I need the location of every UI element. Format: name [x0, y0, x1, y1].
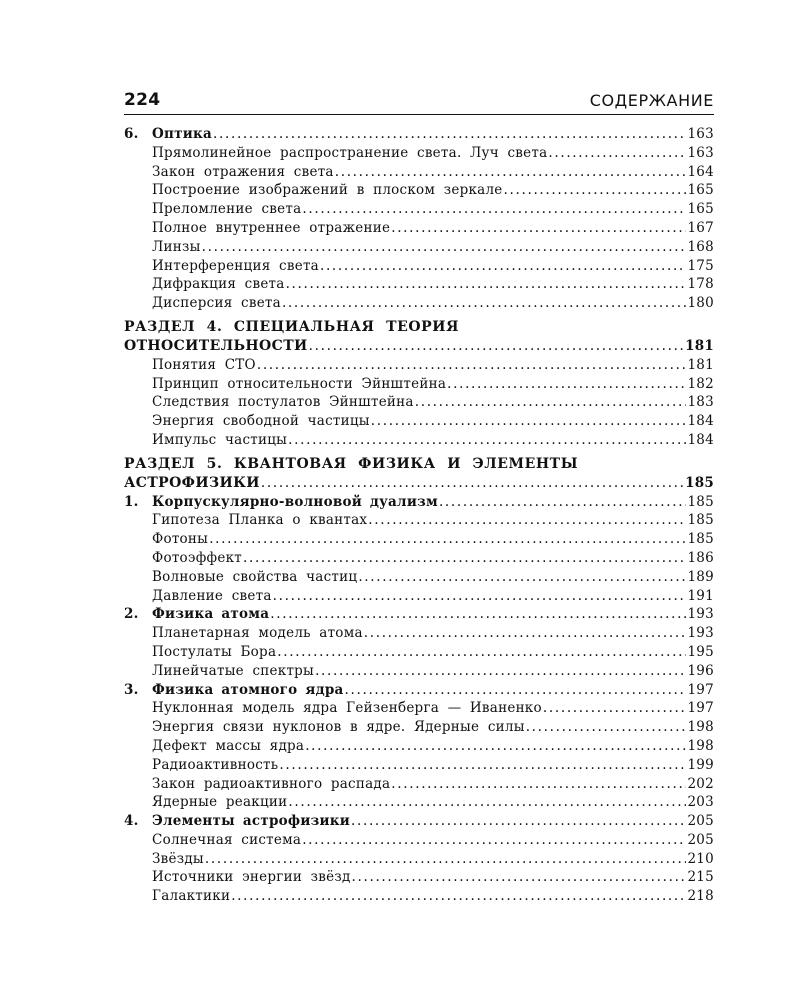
entry-title: Интерференция света	[152, 257, 319, 274]
chapter-number: 1.	[124, 493, 139, 510]
entry-title: Линейчатые спектры	[152, 662, 315, 679]
page-ref: 195	[687, 643, 714, 660]
entry-title: Радиоактивность	[152, 756, 279, 773]
entry-title: Солнечная система	[152, 831, 302, 848]
toc-entry[interactable]	[124, 718, 714, 737]
dot-leader	[391, 219, 686, 238]
page-ref: 168	[687, 238, 714, 255]
entry-title: Дифракция света	[152, 276, 285, 293]
chapter-title: Корпускулярно-волновой дуализм	[152, 493, 438, 510]
chapter-title: Оптика	[152, 126, 213, 142]
page-ref: 198	[687, 737, 714, 754]
entry-title: Построение изображений в плоском зеркале	[152, 182, 503, 199]
toc-entry[interactable]	[124, 275, 714, 294]
toc-entry[interactable]	[124, 144, 714, 163]
table-of-contents	[124, 125, 714, 906]
entry-title: Галактики	[152, 888, 231, 905]
dot-leader	[270, 605, 686, 624]
page-ref: 185	[687, 512, 714, 529]
toc-section-4[interactable]	[124, 318, 714, 356]
dot-leader	[368, 511, 686, 530]
section5-chapters	[124, 493, 714, 907]
toc-entry[interactable]	[124, 868, 714, 887]
dot-leader	[335, 163, 687, 182]
toc-entry[interactable]	[124, 887, 714, 906]
dot-leader	[273, 587, 687, 606]
page-ref: 184	[687, 413, 714, 430]
optics-items	[124, 144, 714, 313]
toc-entry[interactable]	[124, 624, 714, 643]
dot-leader	[288, 793, 686, 812]
entry-title: Звёзды	[152, 850, 204, 867]
toc-entry[interactable]	[124, 238, 714, 257]
header-rule	[124, 114, 714, 115]
page-ref: 181	[685, 337, 714, 354]
page-ref: 185	[687, 493, 714, 510]
chapter-title: Физика атомного ядра	[152, 681, 344, 698]
dot-leader	[345, 681, 687, 700]
toc-entry[interactable]	[124, 699, 714, 718]
toc-entry[interactable]	[124, 412, 714, 431]
page-ref: 185	[687, 531, 714, 548]
page-ref: 182	[687, 375, 714, 392]
page-ref: 184	[687, 431, 714, 448]
entry-title: Преломление света	[152, 201, 302, 218]
entry-title: Закон радиоактивного распада	[152, 775, 391, 792]
entry-title: Закон отражения света	[152, 163, 334, 180]
chapter-number: 3.	[124, 681, 139, 698]
page-ref: 163	[687, 144, 714, 161]
dot-leader	[504, 181, 687, 200]
toc-entry[interactable]	[124, 181, 714, 200]
dot-leader	[286, 275, 687, 294]
dot-leader	[243, 549, 686, 568]
page-ref: 197	[687, 700, 714, 717]
page-ref: 180	[687, 295, 714, 312]
page-ref: 210	[687, 850, 714, 867]
toc-entry[interactable]	[124, 356, 714, 375]
dot-leader	[391, 775, 686, 794]
page-ref: 191	[687, 587, 714, 604]
dot-leader	[364, 624, 687, 643]
toc-entry[interactable]	[124, 793, 714, 812]
dot-leader	[548, 144, 686, 163]
entry-title: Следствия постулатов Эйнштейна	[152, 394, 414, 411]
toc-entry[interactable]	[124, 530, 714, 549]
page-ref: 165	[687, 201, 714, 218]
toc-chapter[interactable]	[124, 681, 714, 700]
page-ref: 165	[687, 182, 714, 199]
toc-entry[interactable]	[124, 775, 714, 794]
entry-title: Ядерные реакции	[152, 794, 288, 811]
dot-leader	[351, 812, 686, 831]
entry-title: Давление света	[152, 587, 272, 604]
dot-leader	[277, 643, 686, 662]
toc-entry[interactable]	[124, 511, 714, 530]
dot-leader	[358, 568, 686, 587]
dot-leader	[309, 337, 684, 356]
page-ref: 203	[687, 794, 714, 811]
page-ref: 186	[687, 549, 714, 566]
page-ref: 164	[687, 163, 714, 180]
toc-chapter-optics[interactable]	[124, 125, 714, 144]
entry-title: Понятия СТО	[152, 356, 256, 373]
toc-entry[interactable]	[124, 375, 714, 394]
dot-leader	[305, 737, 686, 756]
entry-title: Нуклонная модель ядра Гейзенберга — Иваненко	[152, 700, 542, 717]
dot-leader	[447, 375, 686, 394]
dot-leader	[371, 412, 687, 431]
chapter-number: 4.	[124, 813, 139, 830]
entry-title: Гипотеза Планка о квантах	[152, 512, 368, 529]
toc-entry[interactable]	[124, 393, 714, 412]
page-ref: 205	[687, 831, 714, 848]
section-title-line2: АСТРОФИЗИКИ	[124, 474, 260, 491]
dot-leader	[257, 356, 687, 375]
entry-title: Полное внутреннее отражение	[152, 219, 391, 236]
dot-leader	[439, 493, 687, 512]
toc-entry[interactable]	[124, 200, 714, 219]
page-ref: 202	[687, 775, 714, 792]
entry-title: Волновые свойства частиц	[152, 568, 358, 585]
dot-leader	[320, 257, 687, 276]
dot-leader	[202, 238, 687, 257]
dot-leader	[526, 718, 687, 737]
section-title-line2: ОТНОСИТЕЛЬНОСТИ	[124, 337, 308, 354]
entry-title: Планетарная модель атома	[152, 625, 363, 642]
page-ref: 189	[687, 568, 714, 585]
page-header	[124, 86, 714, 110]
page-ref: 199	[687, 756, 714, 773]
dot-leader	[288, 431, 686, 450]
toc-entry[interactable]	[124, 737, 714, 756]
toc-chapter[interactable]	[124, 605, 714, 624]
dot-leader	[543, 699, 687, 718]
toc-entry[interactable]	[124, 831, 714, 850]
page-ref: 193	[687, 625, 714, 642]
page-ref: 181	[687, 356, 714, 373]
entry-title: Энергия свободной частицы	[152, 413, 370, 430]
page-ref: 175	[687, 257, 714, 274]
page-ref: 167	[687, 219, 714, 236]
toc-entry[interactable]	[124, 643, 714, 662]
dot-leader	[282, 294, 687, 313]
page-ref: 218	[687, 888, 714, 905]
page-ref: 198	[687, 719, 714, 736]
entry-title: Энергия связи нуклонов в ядре. Ядерные силы	[152, 719, 525, 736]
entry-title: Фотоны	[152, 531, 209, 548]
section-title-line1: РАЗДЕЛ 4. СПЕЦИАЛЬНАЯ ТЕОРИЯ	[124, 318, 460, 335]
toc-entry[interactable]	[124, 662, 714, 681]
toc-entry[interactable]	[124, 549, 714, 568]
section-title-line1: РАЗДЕЛ 5. КВАНТОВАЯ ФИЗИКА И ЭЛЕМЕНТЫ	[124, 455, 579, 472]
entry-title: Дисперсия света	[152, 295, 281, 312]
dot-leader	[209, 530, 686, 549]
page-ref: 178	[687, 276, 714, 293]
entry-title: Постулаты Бора	[152, 643, 277, 660]
entry-title: Линзы	[152, 238, 201, 255]
page-ref: 197	[687, 681, 714, 698]
chapter-title: Элементы астрофизики	[152, 813, 350, 830]
page-ref: 183	[687, 394, 714, 411]
dot-leader	[213, 125, 686, 144]
running-title: СОДЕРЖАНИЕ	[589, 91, 714, 110]
dot-leader	[231, 887, 686, 906]
dot-leader	[315, 662, 686, 681]
page-ref: 185	[685, 474, 714, 491]
toc-entry[interactable]	[124, 257, 714, 276]
dot-leader	[415, 393, 687, 412]
toc-entry[interactable]	[124, 850, 714, 869]
page-ref: 163	[687, 126, 714, 142]
dot-leader	[261, 474, 684, 493]
entry-title: Источники энергии звёзд	[152, 869, 351, 886]
entry-title: Импульс частицы	[152, 431, 288, 448]
page-ref: 193	[687, 606, 714, 623]
toc-chapter[interactable]	[124, 812, 714, 831]
chapter-title: Физика атома	[152, 606, 270, 623]
toc-section-5[interactable]	[124, 455, 714, 493]
toc-entry[interactable]	[124, 756, 714, 775]
entry-title: Фотоэффект	[152, 549, 243, 566]
dot-leader	[205, 850, 687, 869]
dot-leader	[279, 756, 686, 775]
page-ref: 205	[687, 813, 714, 830]
dot-leader	[302, 831, 686, 850]
entry-title: Принцип относительности Эйнштейна	[152, 375, 447, 392]
toc-entry[interactable]	[124, 568, 714, 587]
chapter-number: 2.	[124, 606, 139, 623]
dot-leader	[302, 200, 686, 219]
entry-title: Дефект массы ядра	[152, 737, 305, 754]
page-number: 224	[124, 90, 161, 110]
section4-items	[124, 356, 714, 450]
toc-entry[interactable]	[124, 219, 714, 238]
toc-entry[interactable]	[124, 294, 714, 313]
toc-entry[interactable]	[124, 431, 714, 450]
page-ref: 196	[687, 662, 714, 679]
toc-entry[interactable]	[124, 587, 714, 606]
toc-entry[interactable]	[124, 163, 714, 182]
dot-leader	[352, 868, 687, 887]
chapter-number: 6.	[124, 126, 139, 142]
entry-title: Прямолинейное распространение света. Луч света	[152, 144, 548, 161]
page-ref: 215	[687, 869, 714, 886]
toc-chapter[interactable]	[124, 493, 714, 512]
